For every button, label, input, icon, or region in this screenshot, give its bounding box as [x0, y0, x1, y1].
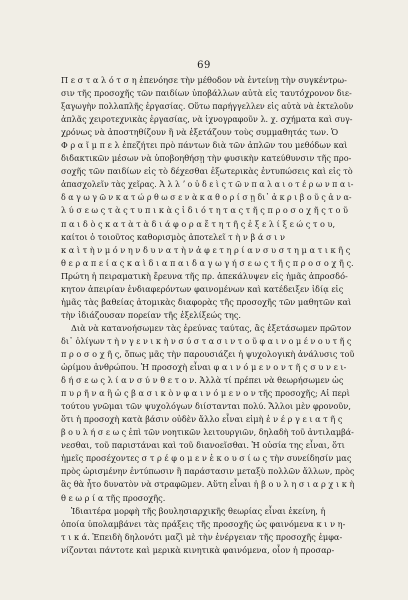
text-line: ὅτι ἡ προσοχὴ κατὰ βάσιν οὐδὲν ἄλλο εἶναι εἰμὴ ἐ ν έ ρ γ ε ι α τ ῆ ς	[61, 414, 343, 425]
page-number: 69	[197, 60, 211, 71]
text-line: ἡμεῖς προσέχοντες σ τ ρ έ φ ο μ ε ν ἑ κ ο υ σ ί ω ς τὴν συνείδησίν μας	[61, 453, 352, 464]
text-line: ὡρίμου ἀνθρώπου. Ἡ προσοχὴ εἶναι φ α ι ν ό μ ε ν ο ν τ ῆ ς σ υ ν ε ι-	[61, 362, 347, 373]
text-line: δι᾽ ὀλίγων τ ὴ ν γ ε ν ι κ ὴ ν σ ύ σ τ α σ ι ν τ ο ῦ φ α ι ν ο μ έ ν ο υ τ ῆ ς	[61, 336, 352, 346]
text-line: Διὰ νὰ κατανοήσωμεν τὰς ἐρεύνας ταύτας, ἂς ἐξετάσωμεν πρῶτον	[71, 322, 352, 333]
body-text	[61, 74, 354, 557]
text-line: Πρώτη ἡ πειραματικὴ ἔρευνα τῆς πρ. ἀπεκάλυψεν εἰς ἡμᾶς ἀπροσδό-	[61, 270, 348, 281]
text-line: π υ ρ ῆ ν α ἢ ὡ ς β α σ ι κ ὸ ν φ α ι ν ό μ ε ν ο ν τῆς προσοχῆς; Αἱ περὶ	[61, 388, 350, 399]
text-line: νίζονται πάντοτε καὶ μερικὰ κινητικὰ φαινόμενα, οἷον ἡ προσαρ-	[61, 544, 335, 555]
text-line: κ α ὶ τ ὴ ν μ ό ν η ν δ υ ν α τ ὴ ν ἀ φ ε τ η ρ ί α ν σ υ σ τ η μ α τ ι κ ῆ ς	[61, 244, 351, 255]
text-line: θ ε ω ρ ί α τῆς προσοχῆς.	[61, 492, 166, 503]
text-line: πρὸς ὡρισμένην ἐντύπωσιν ἢ παράστασιν μεταξὺ πολλῶν ἄλλων, πρὸς	[61, 466, 354, 477]
text-line: κητον ἀπειρίαν ἐνδιαφερόντων φαινομένων καὶ κατέδειξεν ἰδίᾳ εἰς	[61, 283, 344, 294]
text-line: νεσθαι, τοῦ παριστάναι καὶ τοῦ διανοεῖσθαι. Ἡ οὐσία της εἶναι, ὅτι	[61, 440, 345, 451]
text-line: ἀπασχολεῖν τὰς χεῖρας. Ἀ λ λ ʼ ο ὐ δ ε ὶ ς τ ῶ ν π α λ α ι ο τ έ ρ ω ν π α ι-	[61, 180, 354, 190]
text-line: β ο υ λ ή σ ε ω ς ἐπὶ τῶν νοητικῶν λειτουργιῶν, δηλαδὴ τοῦ ἀντιλαμβά-	[61, 428, 354, 438]
text-line: τ ι κ ά. Ἐπειδὴ δηλονότι μαζὶ μὲ τὴν ἐνέργειαν τῆς προσοχῆς ἐμφα-	[61, 531, 343, 542]
text-line: σιν τῆς προσοχῆς τῶν παιδίων ὑποβάλλων αὐτὰ εἰς ταυτόχρονον διε-	[61, 88, 352, 99]
text-line: ἁπλᾶς χειροτεχνικὰς ἐργασίας, νὰ ἰχνογραφοῦν λ. χ. σχήματα καὶ συγ-	[61, 115, 353, 125]
text-line: τούτου γνῶμαι τῶν ψυχολόγων διίστανται πολύ. Ἄλλοι μὲν φρονοῦν,	[61, 401, 351, 412]
text-line: Π ε σ τ α λ ό τ σ η ἐπενόησε τὴν μέθοδον νὰ ἐντείνῃ τὴν συγκέντρω-	[61, 75, 347, 85]
text-line: π α ι δ ὸ ς κ α τ ὰ τ ὰ δ ι ά φ ο ρ α ἔ τ η τ ῆ ς ἐ ξ ε λ ί ξ ε ώ ς τ ο υ,	[61, 218, 336, 229]
text-line: ξαγωγὴν πολλαπλῆς ἐργασίας. Οὕτω παρήγγελλεν εἰς αὐτὰ νὰ ἐκτελοῦν	[61, 102, 354, 112]
text-line: διδακτικῶν μέσων νὰ ὑποβοηθήσῃ τὴν φυσικὴν κατεύθυνσιν τῆς προ-	[61, 153, 352, 164]
text-line: λ ύ σ ε ω ς τ ὰ ς τ υ π ι κ ὰ ς ἰ δ ι ό τ η τ α ς τ ῆ ς π ρ ο σ ο χ ῆ ς τ ο ῦ	[61, 205, 349, 216]
text-line: ὁποία ὑπολαμβάνει τὰς πράξεις τῆς προσοχῆς ὡς φαινόμενα κ ι ν η-	[61, 518, 346, 529]
text-line: καίτοι ὁ τοιοῦτος καθορισμὸς ἀποτελεῖ τ ὴ ν β ά σ ι ν	[61, 231, 285, 242]
text-line: δ α γ ω γ ῶ ν κ α τ ώ ρ θ ω σ ε ν ὰ κ α θ ο ρ ί σ ῃ δι᾽ ἀ κ ρ ι β ο ῦ ς ἀ ν α-	[61, 193, 352, 203]
text-line: χρόνως νὰ ἀποστηθίζουν ἢ νὰ ἐξετάζουν τοὺς συμμαθητάς των. Ὁ	[61, 127, 339, 138]
text-line: σοχῆς τῶν παιδίων εἰς τὸ δέχεσθαι ἐξωτερικὰς ἐντυπώσεις καὶ εἰς τὸ	[61, 166, 353, 177]
text-line: Ἰδιαιτέρα μορφὴ τῆς βουλησιαρχικῆς θεωρίας εἶναι ἐκείνη, ἡ	[71, 505, 326, 516]
text-line: π ρ ο σ ο χ ῆ ς, ὅπως μᾶς τὴν παρουσιάζει ἡ ψυχολογικὴ ἀνάλυσις τοῦ	[61, 348, 354, 359]
text-line: δ ή σ ε ω ς λ ί α ν σ ύ ν θ ε τ ο ν. Ἀλλὰ τί πρέπει νὰ θεωρήσωμεν ὡς	[61, 375, 344, 386]
text-line: ἡμᾶς τὰς βαθείας ἀτομικὰς διαφορὰς τῆς προσοχῆς τῶν μαθητῶν καὶ	[61, 296, 352, 307]
text-line: ἃς θὰ ἦτο δυνατὸν νὰ στραφῶμεν. Αὕτη εἶναι ἡ β ο υ λ η σ ι α ρ χ ι κ ὴ	[61, 479, 354, 490]
text-line: τὴν ἰδιάζουσαν πορείαν τῆς ἐξελίξεώς της.	[61, 309, 242, 320]
text-line: θ ε ρ α π ε ί α ς κ α ὶ δ ι α π α ι δ α γ ω γ ή σ ε ω ς τ ῆ ς π ρ ο σ ο χ ῆ ς.	[61, 257, 354, 268]
text-line: Φ ρ α ῖ μ π ε λ ἐπεζήτει πρὸ πάντων διὰ τῶν ἁπλῶν του μεθόδων καὶ	[61, 140, 348, 151]
